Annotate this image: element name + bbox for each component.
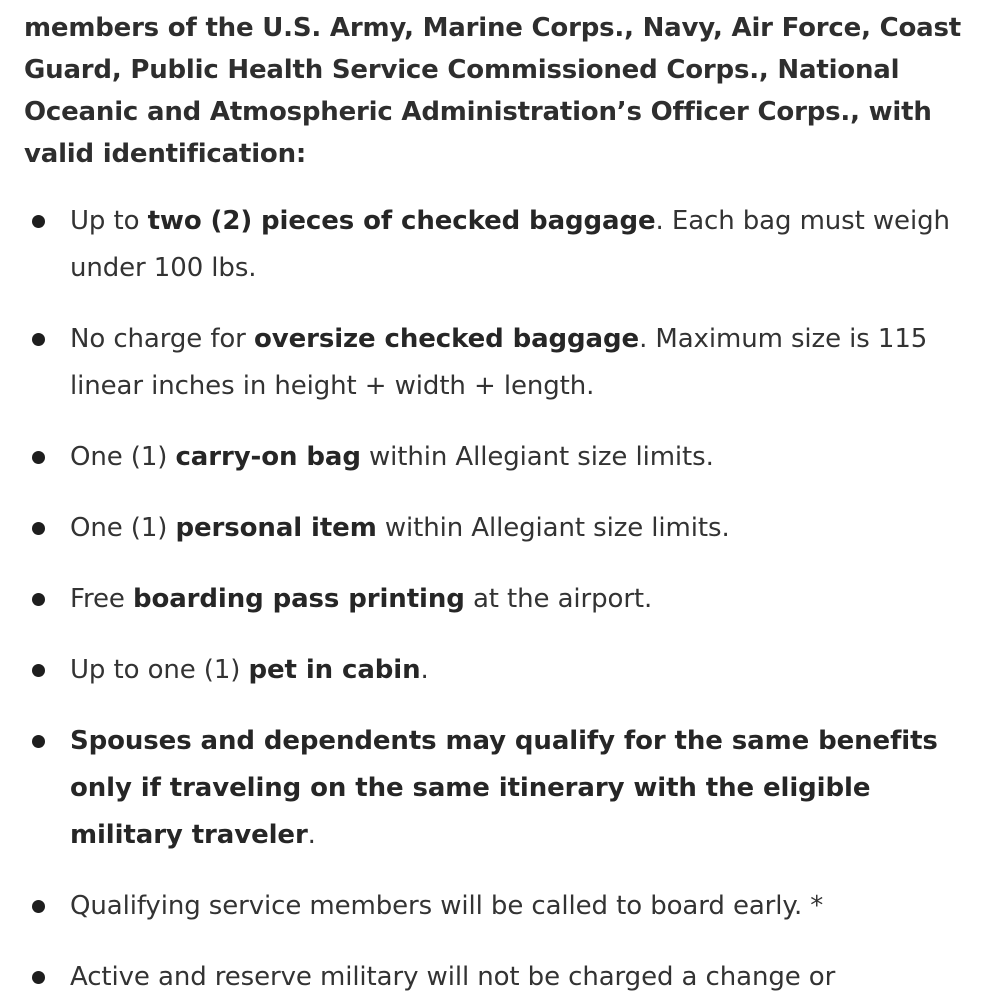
benefit-text: within Allegiant size limits. (360, 442, 714, 472)
benefit-text: Up to (70, 206, 148, 236)
benefit-text: . (420, 655, 429, 685)
benefit-highlight: oversize checked baggage (253, 324, 640, 354)
benefit-text: at the airport. (464, 584, 653, 614)
benefit-text: . Maximum size is 115 linear inches in height + width + length. (70, 324, 928, 401)
benefit-text: Free (70, 584, 133, 614)
bullet-icon (32, 593, 45, 606)
benefit-text: Qualifying service members will be called to board early. * (70, 891, 824, 921)
benefit-highlight: personal item (175, 513, 377, 543)
benefit-highlight: two (2) pieces of checked baggage (147, 206, 656, 236)
benefit-highlight: pet in cabin (248, 655, 421, 685)
benefit-highlight: carry-on bag (175, 442, 361, 472)
list-item (0, 883, 1000, 930)
bullet-icon (32, 971, 45, 984)
list-item (0, 576, 1000, 623)
bullet-icon (32, 522, 45, 535)
list-item (0, 505, 1000, 552)
bullet-icon (32, 664, 45, 677)
benefit-highlight: Spouses and dependents may qualify for the same benefits only if traveling on the same itinerary with the eligible military traveler (70, 726, 938, 850)
list-item (0, 316, 1000, 410)
list-item (0, 434, 1000, 481)
benefit-text: within Allegiant size limits. (376, 513, 730, 543)
bullet-icon (32, 900, 45, 913)
benefit-text: Active and reserve military will not be charged a change or (70, 962, 836, 992)
benefit-text: . Each bag must weigh under 100 lbs. (70, 206, 950, 283)
benefit-text: One (1) (70, 513, 176, 543)
list-item (0, 647, 1000, 694)
list-item (0, 198, 1000, 292)
benefits-list (0, 198, 1000, 1000)
bullet-icon (32, 333, 45, 346)
bullet-icon (32, 215, 45, 228)
list-item (0, 718, 1000, 859)
benefit-highlight: boarding pass printing (132, 584, 465, 614)
list-item (0, 954, 1000, 1000)
bullet-icon (32, 451, 45, 464)
benefit-text: One (1) (70, 442, 176, 472)
benefit-text: Up to one (1) (70, 655, 249, 685)
intro-paragraph: members of the U.S. Army, Marine Corps., Navy, Air Force, Coast Guard, Public Health Service Commissioned Corps., National Oceanic and Atmospheric Administration’s Officer Corps., with valid identification: (24, 13, 961, 169)
bullet-icon (32, 735, 45, 748)
benefit-text: No charge for (70, 324, 254, 354)
benefit-text: . (307, 820, 316, 850)
